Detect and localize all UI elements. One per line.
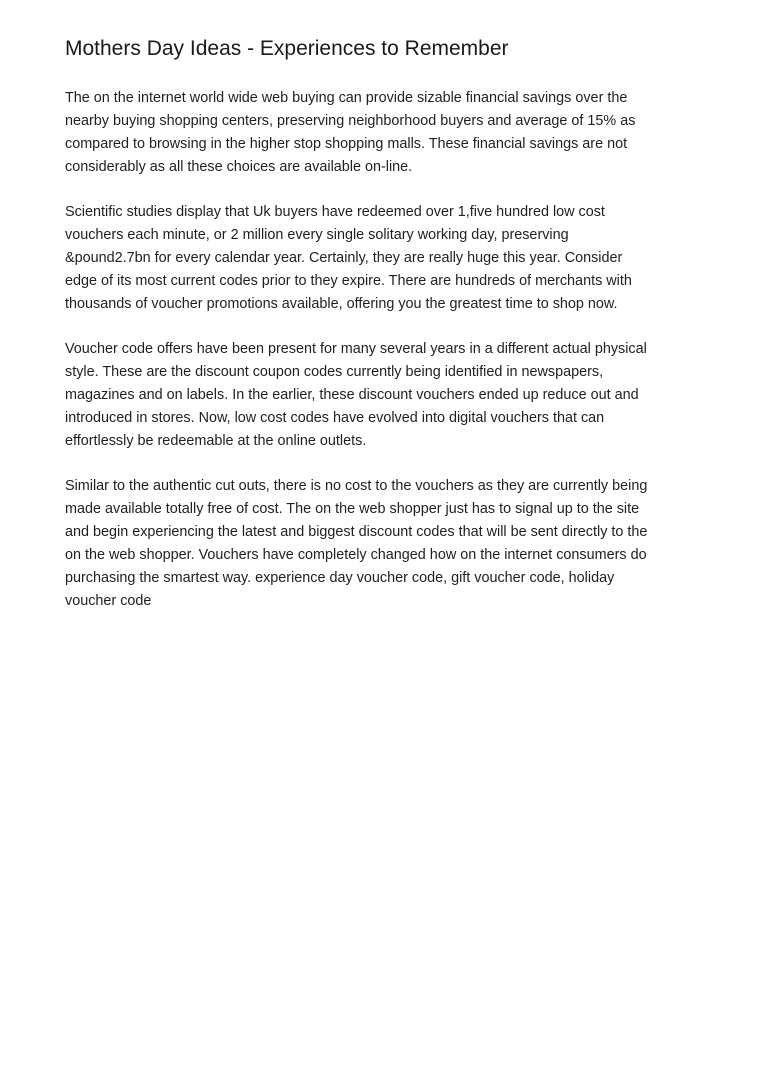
text-line: style. These are the discount coupon codes currently being identified in newspapers,	[65, 364, 604, 381]
text-line: nearby buying shopping centers, preserving neighborhood buyers and average of 15% as	[65, 112, 636, 129]
text-line: introduced in stores. Now, low cost codes have evolved into digital vouchers that can	[65, 409, 605, 426]
text-line: edge of its most current codes prior to they expire. There are hundreds of merchants with	[65, 272, 632, 289]
text-line: &pound2.7bn for every calendar year. Certainly, they are really huge this year. Consider	[65, 249, 623, 266]
page-title: Mothers Day Ideas - Experiences to Remember	[65, 37, 509, 60]
text-line: thousands of voucher promotions available, offering you the greatest time to shop now.	[65, 295, 618, 312]
text-line: effortlessly be redeemable at the online outlets.	[65, 432, 367, 449]
text-line: vouchers each minute, or 2 million every single solitary working day, preserving	[65, 227, 569, 244]
text-line: and begin experiencing the latest and biggest discount codes that will be sent directly to the	[65, 524, 648, 540]
text-line: purchasing the smartest way. experience day voucher code, gift voucher code, holiday	[65, 569, 615, 586]
document-body	[65, 87, 705, 635]
text-line: voucher code	[65, 592, 152, 609]
text-line: Scientific studies display that Uk buyers have redeemed over 1,five hundred low cost	[65, 204, 605, 221]
text-line: magazines and on labels. In the earlier, these discount vouchers ended up reduce out and	[65, 386, 639, 403]
text-line: Similar to the authentic cut outs, there is no cost to the vouchers as they are currently being	[65, 478, 648, 495]
text-line: on the web shopper. Vouchers have completely changed how on the internet consumers do	[65, 546, 647, 563]
paragraph-4	[65, 475, 705, 612]
text-line: Voucher code offers have been present for many several years in a different actual physical	[65, 341, 647, 358]
text-line: compared to browsing in the higher stop shopping malls. These financial savings are not	[65, 135, 628, 152]
paragraph-2	[65, 201, 705, 316]
text-line: considerably as all these choices are available on-line.	[65, 158, 413, 175]
paragraph-1	[65, 87, 705, 179]
paragraph-3	[65, 338, 705, 453]
text-line: The on the internet world wide web buying can provide sizable financial savings over the	[65, 90, 628, 106]
text-line: made available totally free of cost. The on the web shopper just has to signal up to the site	[65, 501, 640, 518]
